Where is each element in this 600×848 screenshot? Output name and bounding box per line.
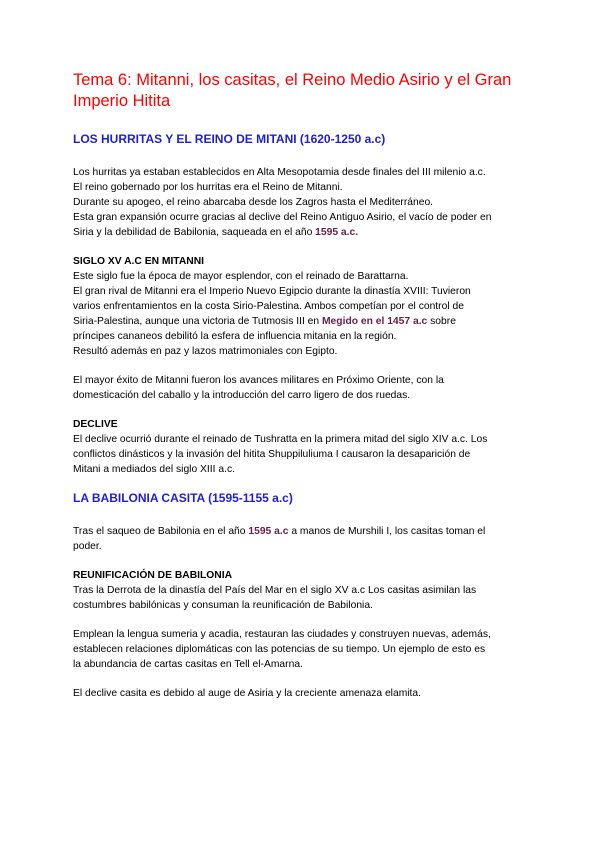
text-line: conflictos dinásticos y la invasión del hitita Shuppiluliuma I causaron la desaparición de <box>73 449 471 460</box>
text-line: poder. <box>73 541 102 552</box>
paragraph-siglo-xv <box>73 269 543 359</box>
text-line: varios enfrentamientos en la costa Sirio-Palestina. Ambos competían por el control de <box>73 301 464 312</box>
text-line: la abundancia de cartas casitas en Tell el-Amarna. <box>73 659 303 670</box>
text-line: Esta gran expansión ocurre gracias al declive del Reino Antiguo Asirio, el vacío de poder en <box>73 212 492 223</box>
paragraph-reunificacion <box>73 583 543 613</box>
document-content <box>73 70 543 701</box>
text-line <box>73 314 543 329</box>
text-line: príncipes cananeos debilitó la esfera de influencia mitania en la región. <box>73 331 397 342</box>
text-line: El declive casita es debido al auge de Asiria y la creciente amenaza elamita. <box>73 688 422 699</box>
paragraph-babilonia-intro <box>73 524 543 554</box>
paragraph-declive-mitanni <box>73 432 543 477</box>
paragraph-declive-casita <box>73 686 543 701</box>
text-segment: sobre <box>427 316 456 327</box>
text-line: El mayor éxito de Mitanni fueron los avances militares en Próximo Oriente, con la <box>73 375 444 386</box>
document-title: Tema 6: Mitanni, los casitas, el Reino Medio Asirio y el Gran Imperio Hitita <box>73 71 512 110</box>
text-line <box>73 225 543 240</box>
paragraph-lengua <box>73 627 543 672</box>
text-line: El declive ocurrió durante el reinado de Tushratta en la primera mitad del siglo XIV a.c. Los <box>73 434 488 445</box>
text-line: El gran rival de Mitanni era el Imperio Nuevo Egipcio durante la dinastía XVIII: Tuvieron <box>73 286 471 297</box>
paragraph-hurritas-intro <box>73 165 543 240</box>
text-segment: a manos de Murshili I, los casitas toman el <box>288 526 486 537</box>
highlight-megido: Megido en el 1457 a.c <box>321 316 428 327</box>
text-line: Tras la Derrota de la dinastía del País del Mar en el siglo XV a.c Los casitas asimilan las <box>73 585 477 596</box>
text-line: costumbres babilónicas y consuman la reunificación de Babilonia. <box>73 600 373 611</box>
text-line: Este siglo fue la época de mayor esplendor, con el reinado de Barattarna. <box>73 271 409 282</box>
text-line: Durante su apogeo, el reino abarcaba desde los Zagros hasta el Mediterráneo. <box>73 197 434 208</box>
text-segment: Siria-Palestina, aunque una victoria de Tutmosis III en <box>73 316 322 327</box>
subheading-reunificacion: REUNIFICACIÓN DE BABILONIA <box>73 570 233 581</box>
text-line <box>73 524 543 539</box>
text-line: Emplean la lengua sumeria y acadia, restauran las ciudades y construyen nuevas, además, <box>73 629 491 640</box>
highlight-date: 1595 a.c. <box>315 227 359 238</box>
text-segment: Tras el saqueo de Babilonia en el año <box>73 526 249 537</box>
text-segment: Siria y la debilidad de Babilonia, saqueada en el año <box>73 227 316 238</box>
subheading-declive: DECLIVE <box>73 419 118 430</box>
section-heading-babilonia-casita: LA BABILONIA CASITA (1595-1155 a.c) <box>73 491 293 505</box>
section-heading-hurritas: LOS HURRITAS Y EL REINO DE MITANI (1620-1250 a.c) <box>73 132 386 146</box>
text-line: Los hurritas ya estaban establecidos en Alta Mesopotamia desde finales del III milenio a.c. <box>73 167 486 178</box>
text-line: Resultó además en paz y lazos matrimoniales con Egipto. <box>73 346 338 357</box>
subheading-siglo-xv: SIGLO XV A.C EN MITANNI <box>73 256 205 267</box>
text-line: Mitani a mediados del siglo XIII a.c. <box>73 464 235 475</box>
text-line: establecen relaciones diplomáticas con las potencias de su tiempo. Un ejemplo de esto es <box>73 644 486 655</box>
text-line: domesticación del caballo y la introducción del carro ligero de dos ruedas. <box>73 390 411 401</box>
text-line: El reino gobernado por los hurritas era el Reino de Mitanni. <box>73 182 343 193</box>
paragraph-mayor-exito <box>73 373 543 403</box>
highlight-date: 1595 a.c <box>248 526 289 537</box>
